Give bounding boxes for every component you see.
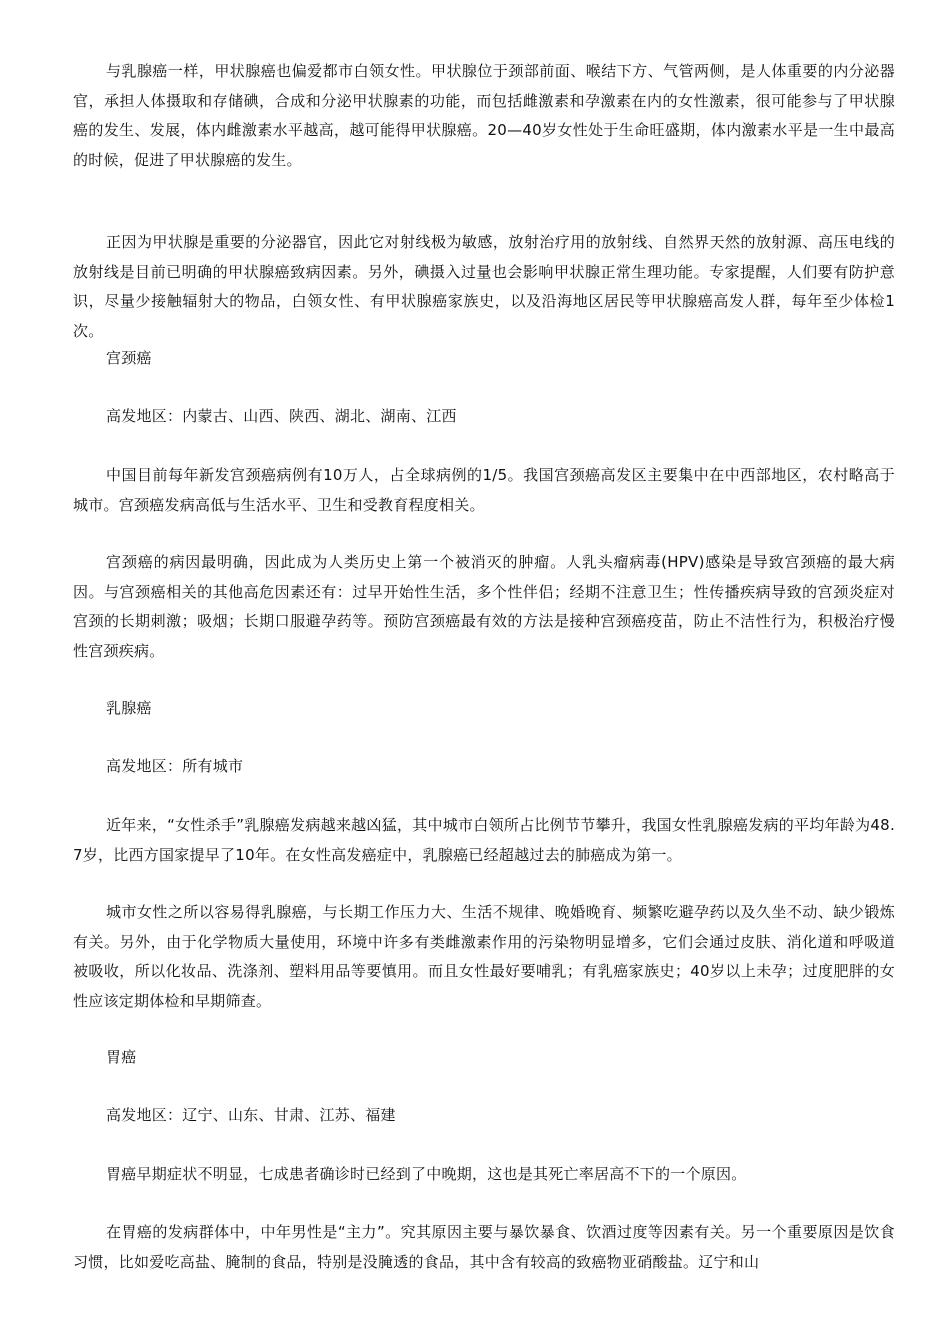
paragraph-thyroid-women: 与乳腺癌一样，甲状腺癌也偏爱都市白领女性。甲状腺位于颈部前面、喉结下方、气管两侧，是人体重要的内分泌器官，承担人体摄取和存储碘，合成和分泌甲状腺素的功能，而包括雌激素和孕激素在内的女性激素，很可能参与了甲状腺癌的发生、发展，体内雌激素水平越高，越可能得甲状腺癌。20—40岁女性处于生命旺盛期，体内激素水平是一生中最高的时候，促进了甲状腺癌的发生。 bbox=[73, 62, 895, 169]
stomach-high-incidence-regions: 高发地区：辽宁、山东、甘肃、江苏、福建 bbox=[106, 1106, 396, 1124]
section-heading-cervical-cancer: 宫颈癌 bbox=[106, 349, 152, 367]
paragraph-cervical-statistics: 中国目前每年新发宫颈癌病例有10万人，占全球病例的1/5。我国宫颈癌高发区主要集中在中西部地区，农村略高于城市。宫颈癌发病高低与生活水平、卫生和受教育程度相关。 bbox=[73, 466, 895, 514]
cervical-high-incidence-regions: 高发地区：内蒙古、山西、陕西、湖北、湖南、江西 bbox=[106, 407, 457, 425]
section-heading-breast-cancer: 乳腺癌 bbox=[106, 699, 152, 717]
paragraph-stomach-causes: 在胃癌的发病群体中，中年男性是“主力”。究其原因主要与暴饮暴食、饮酒过度等因素有关。另一个重要原因是饮食习惯，比如爱吃高盐、腌制的食品，特别是没腌透的食品，其中含有较高的致癌物亚硝酸盐。辽宁和山 bbox=[73, 1223, 895, 1271]
paragraph-breast-statistics: 近年来，“女性杀手”乳腺癌发病越来越凶猛，其中城市白领所占比例节节攀升，我国女性乳腺癌发病的平均年龄为48.7岁，比西方国家提早了10年。在女性高发癌症中，乳腺癌已经超越过去的肺癌成为第一。 bbox=[73, 816, 895, 864]
section-heading-stomach-cancer: 胃癌 bbox=[106, 1048, 137, 1066]
paragraph-stomach-early-symptoms: 胃癌早期症状不明显，七成患者确诊时已经到了中晚期，这也是其死亡率居高不下的一个原因。 bbox=[106, 1165, 747, 1183]
paragraph-breast-risk-factors: 城市女性之所以容易得乳腺癌，与长期工作压力大、生活不规律、晚婚晚育、频繁吃避孕药以及久坐不动、缺少锻炼有关。另外，由于化学物质大量使用，环境中许多有类雌激素作用的污染物明显增多，它们会通过皮肤、消化道和呼吸道被吸收，所以化妆品、洗涤剂、塑料用品等要慎用。而且女性最好要哺乳；有乳癌家族史；40岁以上未孕；过度肥胖的女性应该定期体检和早期筛查。 bbox=[73, 903, 895, 1010]
breast-high-incidence-regions: 高发地区：所有城市 bbox=[106, 757, 244, 775]
paragraph-thyroid-radiation: 正因为甲状腺是重要的分泌器官，因此它对射线极为敏感，放射治疗用的放射线、自然界天然的放射源、高压电线的放射线是目前已明确的甲状腺癌致病因素。另外，碘摄入过量也会影响甲状腺正常生理功能。专家提醒，人们要有防护意识，尽量少接触辐射大的物品，白领女性、有甲状腺癌家族史，以及沿海地区居民等甲状腺癌高发人群，每年至少体检1次。 bbox=[73, 233, 895, 340]
paragraph-cervical-causes: 宫颈癌的病因最明确，因此成为人类历史上第一个被消灭的肿瘤。人乳头瘤病毒(HPV)感染是导致宫颈癌的最大病因。与宫颈癌相关的其他高危因素还有：过早开始性生活，多个性伴侣；经期不注意卫生；性传播疾病导致的宫颈炎症对宫颈的长期刺激；吸烟；长期口服避孕药等。预防宫颈癌最有效的方法是接种宫颈癌疫苗，防止不洁性行为，积极治疗慢性宫颈疾病。 bbox=[73, 553, 895, 660]
